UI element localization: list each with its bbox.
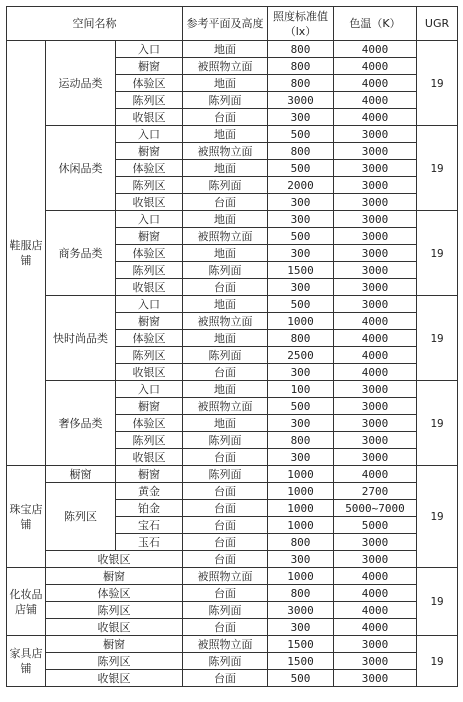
area-cell: 体验区 — [116, 160, 183, 177]
category-name: 奢侈品类 — [46, 381, 116, 466]
area-cell: 体验区 — [116, 75, 183, 92]
ugr-cell: 19 — [417, 636, 458, 687]
lux-cell: 300 — [268, 279, 334, 296]
table-row — [7, 585, 458, 602]
plane-cell: 地面 — [183, 381, 268, 398]
cct-cell: 4000 — [334, 330, 417, 347]
cct-cell: 4000 — [334, 585, 417, 602]
category-name: 休闲品类 — [46, 126, 116, 211]
plane-cell: 被照物立面 — [183, 636, 268, 653]
cct-cell: 4000 — [334, 602, 417, 619]
store-name: 鞋服店铺 — [7, 41, 46, 466]
table-row — [7, 602, 458, 619]
plane-cell: 陈列面 — [183, 466, 268, 483]
plane-cell: 被照物立面 — [183, 568, 268, 585]
lux-cell: 300 — [268, 415, 334, 432]
plane-cell: 被照物立面 — [183, 228, 268, 245]
area-cell: 入口 — [116, 126, 183, 143]
lux-cell: 300 — [268, 211, 334, 228]
area-cell: 橱窗 — [116, 143, 183, 160]
cct-cell: 3000 — [334, 398, 417, 415]
cct-cell: 5000 — [334, 517, 417, 534]
area-cell: 橱窗 — [46, 636, 183, 653]
ugr-cell: 19 — [417, 211, 458, 296]
lux-cell: 800 — [268, 432, 334, 449]
lux-cell: 2500 — [268, 347, 334, 364]
area-cell: 体验区 — [116, 245, 183, 262]
area-cell: 收银区 — [116, 194, 183, 211]
ugr-cell: 19 — [417, 41, 458, 126]
plane-cell: 台面 — [183, 364, 268, 381]
plane-cell: 地面 — [183, 211, 268, 228]
table-body — [7, 7, 458, 687]
lux-cell: 800 — [268, 585, 334, 602]
cct-cell: 3000 — [334, 551, 417, 568]
area-cell: 橱窗 — [46, 466, 116, 483]
category-name: 快时尚品类 — [46, 296, 116, 381]
table-row — [7, 636, 458, 653]
plane-cell: 台面 — [183, 619, 268, 636]
plane-cell: 地面 — [183, 75, 268, 92]
header-color-temp: 色温（K） — [334, 7, 417, 41]
plane-cell: 台面 — [183, 517, 268, 534]
cct-cell: 3000 — [334, 534, 417, 551]
plane-cell: 被照物立面 — [183, 143, 268, 160]
sub-area-cell: 黄金 — [116, 483, 183, 500]
cct-cell: 2700 — [334, 483, 417, 500]
area-cell: 陈列区 — [116, 347, 183, 364]
header-space-name: 空间名称 — [7, 7, 183, 41]
cct-cell: 3000 — [334, 262, 417, 279]
lux-cell: 100 — [268, 381, 334, 398]
cct-cell: 3000 — [334, 653, 417, 670]
area-cell: 体验区 — [116, 415, 183, 432]
cct-cell: 3000 — [334, 245, 417, 262]
lux-cell: 1000 — [268, 483, 334, 500]
lux-cell: 500 — [268, 670, 334, 687]
plane-cell: 陈列面 — [183, 92, 268, 109]
plane-cell: 地面 — [183, 296, 268, 313]
lux-cell: 300 — [268, 551, 334, 568]
plane-cell: 地面 — [183, 160, 268, 177]
area-cell: 陈列区 — [46, 602, 183, 619]
lux-cell: 500 — [268, 160, 334, 177]
sub-area-cell: 橱窗 — [116, 466, 183, 483]
area-cell: 陈列区 — [46, 653, 183, 670]
plane-cell: 台面 — [183, 279, 268, 296]
cct-cell: 4000 — [334, 568, 417, 585]
area-cell: 收银区 — [46, 670, 183, 687]
area-cell: 陈列区 — [46, 483, 116, 551]
ugr-cell: 19 — [417, 296, 458, 381]
plane-cell: 陈列面 — [183, 432, 268, 449]
sub-area-cell: 宝石 — [116, 517, 183, 534]
cct-cell: 4000 — [334, 313, 417, 330]
plane-cell: 台面 — [183, 449, 268, 466]
cct-cell: 3000 — [334, 415, 417, 432]
lux-cell: 800 — [268, 41, 334, 58]
area-cell: 体验区 — [116, 330, 183, 347]
plane-cell: 被照物立面 — [183, 313, 268, 330]
table-row — [7, 619, 458, 636]
lux-cell: 1500 — [268, 636, 334, 653]
area-cell: 入口 — [116, 381, 183, 398]
lux-cell: 300 — [268, 364, 334, 381]
plane-cell: 被照物立面 — [183, 398, 268, 415]
lux-cell: 300 — [268, 109, 334, 126]
table-row — [7, 670, 458, 687]
plane-cell: 台面 — [183, 109, 268, 126]
lux-cell: 2000 — [268, 177, 334, 194]
plane-cell: 陈列面 — [183, 653, 268, 670]
area-cell: 橱窗 — [116, 228, 183, 245]
ugr-cell: 19 — [417, 126, 458, 211]
area-cell: 陈列区 — [116, 262, 183, 279]
lux-cell: 500 — [268, 296, 334, 313]
area-cell: 收银区 — [46, 619, 183, 636]
lux-cell: 500 — [268, 126, 334, 143]
plane-cell: 地面 — [183, 126, 268, 143]
cct-cell: 3000 — [334, 177, 417, 194]
plane-cell: 地面 — [183, 245, 268, 262]
header-illuminance: 照度标准值（lx） — [268, 7, 334, 41]
lux-cell: 300 — [268, 449, 334, 466]
plane-cell: 台面 — [183, 534, 268, 551]
lux-cell: 300 — [268, 194, 334, 211]
table-row — [7, 653, 458, 670]
table-row — [7, 296, 458, 313]
store-name: 化妆品店铺 — [7, 568, 46, 636]
table-row — [7, 551, 458, 568]
lux-cell: 1000 — [268, 568, 334, 585]
lux-cell: 300 — [268, 619, 334, 636]
ugr-cell: 19 — [417, 381, 458, 466]
plane-cell: 陈列面 — [183, 347, 268, 364]
lux-cell: 800 — [268, 75, 334, 92]
cct-cell: 3000 — [334, 381, 417, 398]
area-cell: 陈列区 — [116, 177, 183, 194]
lux-cell: 800 — [268, 534, 334, 551]
cct-cell: 3000 — [334, 143, 417, 160]
area-cell: 收银区 — [116, 449, 183, 466]
plane-cell: 地面 — [183, 415, 268, 432]
table-row — [7, 466, 458, 483]
cct-cell: 4000 — [334, 75, 417, 92]
plane-cell: 台面 — [183, 194, 268, 211]
cct-cell: 3000 — [334, 194, 417, 211]
cct-cell: 4000 — [334, 347, 417, 364]
plane-cell: 地面 — [183, 41, 268, 58]
area-cell: 收银区 — [116, 364, 183, 381]
header-row — [7, 7, 458, 41]
cct-cell: 3000 — [334, 670, 417, 687]
lux-cell: 1000 — [268, 313, 334, 330]
area-cell: 收银区 — [116, 109, 183, 126]
cct-cell: 3000 — [334, 636, 417, 653]
cct-cell: 3000 — [334, 160, 417, 177]
category-name: 商务品类 — [46, 211, 116, 296]
area-cell: 橱窗 — [116, 313, 183, 330]
store-name: 珠宝店铺 — [7, 466, 46, 568]
table-row — [7, 211, 458, 228]
store-name: 家具店铺 — [7, 636, 46, 687]
lux-cell: 300 — [268, 245, 334, 262]
ugr-cell: 19 — [417, 466, 458, 568]
lux-cell: 800 — [268, 143, 334, 160]
lux-cell: 800 — [268, 330, 334, 347]
plane-cell: 台面 — [183, 500, 268, 517]
plane-cell: 陈列面 — [183, 177, 268, 194]
cct-cell: 3000 — [334, 432, 417, 449]
cct-cell: 4000 — [334, 364, 417, 381]
area-cell: 橱窗 — [116, 398, 183, 415]
cct-cell: 4000 — [334, 58, 417, 75]
lighting-standards-table — [6, 6, 458, 687]
lux-cell: 1500 — [268, 262, 334, 279]
lux-cell: 3000 — [268, 92, 334, 109]
table-row — [7, 483, 458, 500]
cct-cell: 3000 — [334, 296, 417, 313]
area-cell: 收银区 — [46, 551, 183, 568]
area-cell: 入口 — [116, 211, 183, 228]
plane-cell: 台面 — [183, 483, 268, 500]
cct-cell: 3000 — [334, 279, 417, 296]
plane-cell: 陈列面 — [183, 602, 268, 619]
area-cell: 陈列区 — [116, 92, 183, 109]
area-cell: 橱窗 — [116, 58, 183, 75]
cct-cell: 5000~7000 — [334, 500, 417, 517]
lux-cell: 800 — [268, 58, 334, 75]
lux-cell: 1000 — [268, 517, 334, 534]
area-cell: 入口 — [116, 41, 183, 58]
table-row — [7, 568, 458, 585]
sub-area-cell: 铂金 — [116, 500, 183, 517]
table-row — [7, 126, 458, 143]
cct-cell: 4000 — [334, 92, 417, 109]
area-cell: 体验区 — [46, 585, 183, 602]
lux-cell: 3000 — [268, 602, 334, 619]
lux-cell: 1000 — [268, 466, 334, 483]
area-cell: 收银区 — [116, 279, 183, 296]
plane-cell: 陈列面 — [183, 262, 268, 279]
table-row — [7, 41, 458, 58]
lux-cell: 500 — [268, 398, 334, 415]
area-cell: 陈列区 — [116, 432, 183, 449]
cct-cell: 4000 — [334, 109, 417, 126]
cct-cell: 3000 — [334, 228, 417, 245]
cct-cell: 3000 — [334, 126, 417, 143]
lighting-standards-sheet — [6, 6, 457, 696]
area-cell: 入口 — [116, 296, 183, 313]
plane-cell: 被照物立面 — [183, 58, 268, 75]
plane-cell: 地面 — [183, 330, 268, 347]
cct-cell: 3000 — [334, 449, 417, 466]
cct-cell: 4000 — [334, 466, 417, 483]
plane-cell: 台面 — [183, 670, 268, 687]
header-ref-plane: 参考平面及高度 — [183, 7, 268, 41]
category-name: 运动品类 — [46, 41, 116, 126]
lux-cell: 500 — [268, 228, 334, 245]
cct-cell: 3000 — [334, 211, 417, 228]
cct-cell: 4000 — [334, 619, 417, 636]
plane-cell: 台面 — [183, 585, 268, 602]
plane-cell: 台面 — [183, 551, 268, 568]
area-cell: 橱窗 — [46, 568, 183, 585]
header-ugr: UGR — [417, 7, 458, 41]
ugr-cell: 19 — [417, 568, 458, 636]
table-row — [7, 381, 458, 398]
lux-cell: 1500 — [268, 653, 334, 670]
cct-cell: 4000 — [334, 41, 417, 58]
sub-area-cell: 玉石 — [116, 534, 183, 551]
lux-cell: 1000 — [268, 500, 334, 517]
